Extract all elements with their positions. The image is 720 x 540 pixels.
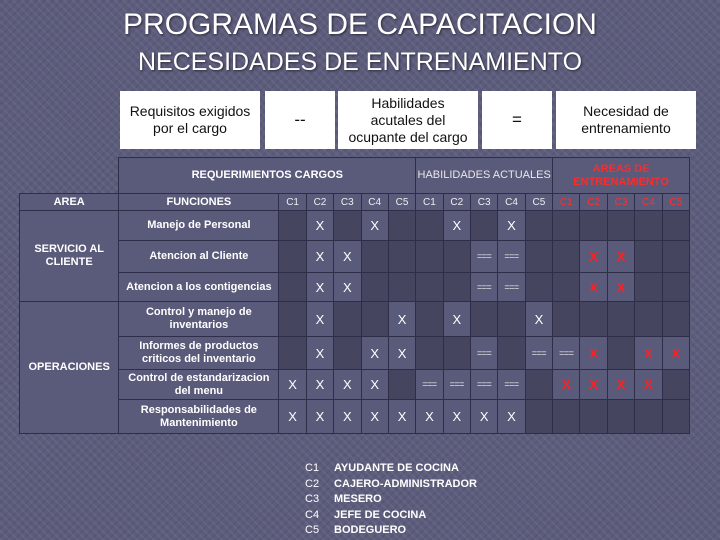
- ent-cell: [607, 302, 634, 337]
- req-cell: X: [361, 400, 388, 434]
- req-cell: [279, 241, 306, 273]
- req-cell: [361, 302, 388, 337]
- ent-cell: [662, 211, 689, 241]
- legend-code: C3: [305, 493, 320, 505]
- slide-subtitle: NECESIDADES DE ENTRENAMIENTO: [137, 48, 583, 76]
- req-cell: [388, 211, 415, 241]
- hab-cell: [443, 273, 470, 302]
- req-cell: X: [306, 370, 333, 400]
- ent-cell: [662, 241, 689, 273]
- funcion-cell: Atencion a los contigencias: [119, 273, 279, 302]
- ent-cell: [635, 241, 662, 273]
- funcion-cell: Control y manejo de inventarios: [119, 302, 279, 337]
- ent-cell: X: [635, 337, 662, 370]
- req-code-header: C4: [361, 194, 388, 211]
- req-cell: X: [334, 400, 361, 434]
- funcion-cell: Manejo de Personal: [119, 211, 279, 241]
- req-cell: [334, 211, 361, 241]
- ent-cell: [635, 273, 662, 302]
- hab-cell: ===: [443, 370, 470, 400]
- funcion-cell: Responsabilidades de Mantenimiento: [119, 400, 279, 434]
- hab-cell: X: [416, 400, 443, 434]
- area-header: AREA: [20, 194, 119, 211]
- table-row: [20, 337, 690, 370]
- hab-cell: [525, 211, 552, 241]
- ent-cell: [662, 302, 689, 337]
- hab-cell: [416, 273, 443, 302]
- req-cell: X: [334, 273, 361, 302]
- hab-cell: [525, 400, 552, 434]
- legend-item: [305, 477, 477, 493]
- table-row: [20, 273, 690, 302]
- hab-cell: ===: [498, 370, 525, 400]
- table-row: [20, 241, 690, 273]
- req-cell: X: [306, 241, 333, 273]
- table-row: [20, 370, 690, 400]
- hab-cell: X: [443, 302, 470, 337]
- req-code-header: C1: [279, 194, 306, 211]
- hab-cell: [525, 370, 552, 400]
- legend-code: C2: [305, 477, 320, 490]
- ent-cell: [580, 400, 607, 434]
- areas-entrenamiento-header: AREAS DE ENTRENAMIENTO: [553, 158, 690, 194]
- legend-code: C5: [305, 524, 320, 536]
- ent-cell: X: [580, 370, 607, 400]
- hab-cell: ===: [470, 273, 497, 302]
- table-row: [20, 211, 690, 241]
- req-cell: [334, 337, 361, 370]
- hab-cell: [416, 302, 443, 337]
- legend-label: CAJERO-ADMINISTRADOR: [334, 477, 477, 490]
- req-cell: X: [361, 211, 388, 241]
- hab-cell: X: [443, 211, 470, 241]
- column-header-row: [20, 194, 690, 211]
- hab-cell: ===: [416, 370, 443, 400]
- habilidades-box: Habilidades acutales del ocupante del cargo: [338, 91, 478, 149]
- ent-cell: X: [553, 370, 580, 400]
- ent-cell: [553, 400, 580, 434]
- slide-title: PROGRAMAS DE CAPACITACION: [123, 8, 597, 41]
- req-cell: X: [306, 400, 333, 434]
- req-cell: [279, 337, 306, 370]
- legend-item: [305, 523, 477, 539]
- req-cell: [279, 302, 306, 337]
- ent-cell: [662, 400, 689, 434]
- hab-cell: [443, 241, 470, 273]
- table-row: [20, 400, 690, 434]
- hab-cell: [443, 337, 470, 370]
- hab-cell: ===: [470, 370, 497, 400]
- hab-cell: ===: [498, 273, 525, 302]
- ent-cell: [553, 273, 580, 302]
- req-cell: [388, 370, 415, 400]
- funcion-cell: Control de estandarizacion del menu: [119, 370, 279, 400]
- req-cell: X: [279, 370, 306, 400]
- minus-operator: --: [265, 91, 335, 149]
- ent-code-header: C2: [580, 194, 607, 211]
- hab-cell: [498, 302, 525, 337]
- ent-cell: [580, 302, 607, 337]
- area-operaciones-cell: OPERACIONES: [20, 302, 119, 434]
- ent-cell: X: [662, 337, 689, 370]
- req-cell: [279, 273, 306, 302]
- hab-cell: ===: [470, 241, 497, 273]
- hab-code-header: C3: [470, 194, 497, 211]
- req-cell: [388, 241, 415, 273]
- hab-cell: [416, 211, 443, 241]
- hab-cell: X: [443, 400, 470, 434]
- hab-code-header: C4: [498, 194, 525, 211]
- ent-cell: [607, 337, 634, 370]
- req-cell: X: [306, 302, 333, 337]
- ent-cell: [553, 241, 580, 273]
- req-cell: [361, 241, 388, 273]
- req-cell: X: [334, 370, 361, 400]
- ent-cell: [580, 211, 607, 241]
- req-cell: X: [279, 400, 306, 434]
- hab-cell: [416, 241, 443, 273]
- req-cell: X: [388, 400, 415, 434]
- ent-code-header: C4: [635, 194, 662, 211]
- requisitos-box: Requisitos exigidos por el cargo: [120, 91, 260, 149]
- ent-cell: [553, 302, 580, 337]
- funcion-cell: Informes de productos criticos del inventario: [119, 337, 279, 370]
- hab-cell: ===: [525, 337, 552, 370]
- req-cell: X: [306, 211, 333, 241]
- req-cell: [361, 273, 388, 302]
- hab-cell: ===: [498, 241, 525, 273]
- hab-code-header: C1: [416, 194, 443, 211]
- req-cell: X: [361, 337, 388, 370]
- requerimientos-header: REQUERIMIENTOS CARGOS: [119, 158, 416, 194]
- req-cell: X: [334, 241, 361, 273]
- equals-operator: =: [482, 91, 552, 149]
- ent-cell: X: [635, 370, 662, 400]
- necesidad-box: Necesidad de entrenamiento: [556, 91, 696, 149]
- legend-label: JEFE DE COCINA: [334, 508, 427, 521]
- req-code-header: C2: [306, 194, 333, 211]
- legend-item: [305, 508, 477, 524]
- ent-cell: [635, 400, 662, 434]
- hab-cell: X: [470, 400, 497, 434]
- ent-code-header: C1: [553, 194, 580, 211]
- req-cell: X: [388, 302, 415, 337]
- ent-cell: X: [607, 370, 634, 400]
- ent-cell: [635, 302, 662, 337]
- legend-label: AYUDANTE DE COCINA: [334, 462, 459, 474]
- req-cell: X: [388, 337, 415, 370]
- ent-cell: X: [580, 241, 607, 273]
- hab-cell: [498, 337, 525, 370]
- table-row: [20, 302, 690, 337]
- req-cell: [388, 273, 415, 302]
- ent-cell: [662, 370, 689, 400]
- ent-cell: X: [580, 273, 607, 302]
- ent-code-header: C3: [607, 194, 634, 211]
- hab-cell: [416, 337, 443, 370]
- legend-item: [305, 461, 477, 477]
- legend-label: MESERO: [334, 493, 382, 505]
- ent-cell: [607, 211, 634, 241]
- ent-cell: X: [607, 273, 634, 302]
- ent-cell: ===: [553, 337, 580, 370]
- funciones-header: FUNCIONES: [119, 194, 279, 211]
- ent-cell: [607, 400, 634, 434]
- req-cell: [279, 211, 306, 241]
- legend: [305, 461, 477, 539]
- ent-code-header: C5: [662, 194, 689, 211]
- ent-cell: [635, 211, 662, 241]
- ent-cell: [553, 211, 580, 241]
- hab-cell: X: [498, 400, 525, 434]
- legend-item: [305, 492, 477, 508]
- area-servicio-cell: SERVICIO AL CLIENTE: [20, 211, 119, 302]
- req-code-header: C5: [388, 194, 415, 211]
- hab-cell: X: [525, 302, 552, 337]
- training-needs-table: [19, 157, 690, 434]
- legend-code: C1: [305, 462, 320, 474]
- req-cell: X: [306, 273, 333, 302]
- hab-cell: ===: [470, 337, 497, 370]
- hab-cell: [525, 241, 552, 273]
- hab-cell: [470, 211, 497, 241]
- habilidades-header: HABILIDADES ACTUALES: [416, 158, 553, 194]
- req-cell: [334, 302, 361, 337]
- hab-cell: X: [498, 211, 525, 241]
- hab-cell: [470, 302, 497, 337]
- req-cell: X: [361, 370, 388, 400]
- ent-cell: X: [607, 241, 634, 273]
- req-cell: X: [306, 337, 333, 370]
- funcion-cell: Atencion al Cliente: [119, 241, 279, 273]
- ent-cell: X: [580, 337, 607, 370]
- ent-cell: [662, 273, 689, 302]
- hab-code-header: C5: [525, 194, 552, 211]
- req-code-header: C3: [334, 194, 361, 211]
- hab-code-header: C2: [443, 194, 470, 211]
- legend-code: C4: [305, 508, 320, 521]
- legend-label: BODEGUERO: [334, 524, 407, 536]
- group-header-row: [20, 158, 690, 194]
- hab-cell: [525, 273, 552, 302]
